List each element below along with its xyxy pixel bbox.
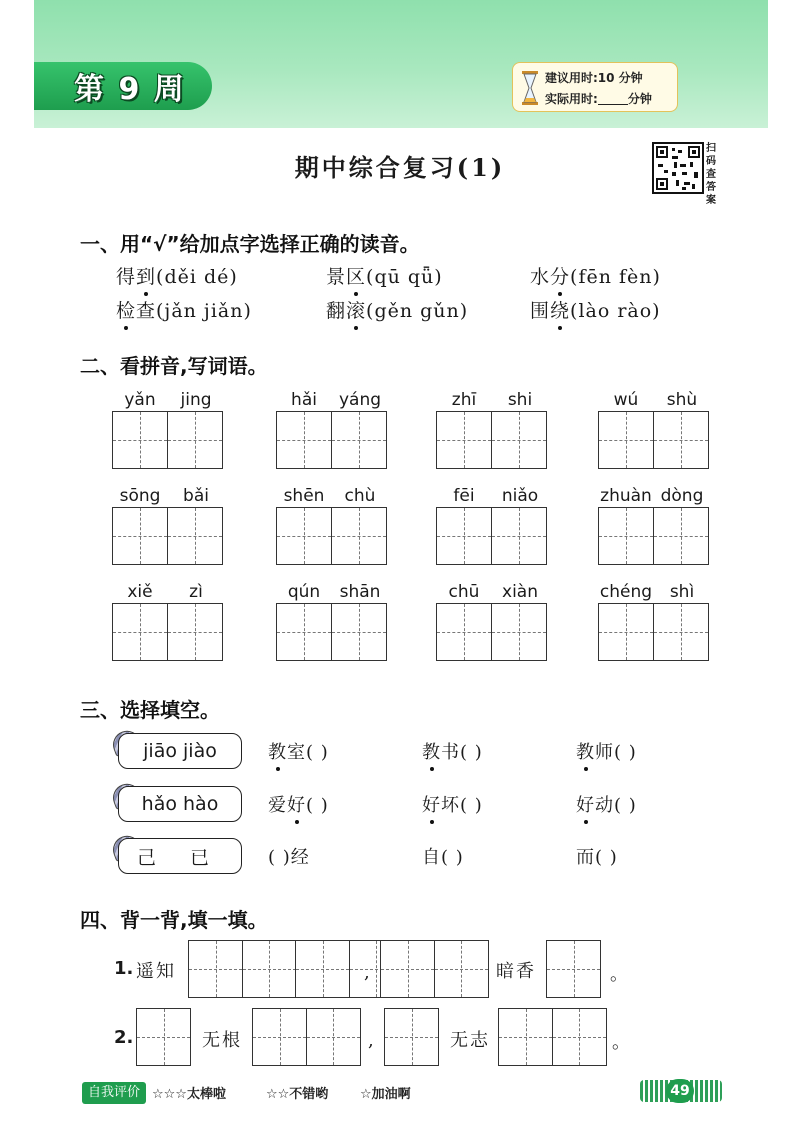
pinyin-choice-item: 围绕(lào rào)	[530, 296, 661, 323]
suggested-time: 建议用时:10 分钟	[545, 71, 643, 85]
grid-cell[interactable]	[653, 411, 709, 469]
pinyin-syllable: shān	[339, 582, 381, 602]
grid-cell[interactable]	[491, 507, 547, 565]
pinyin-syllable: shi	[507, 390, 533, 410]
grid-cell[interactable]	[653, 507, 709, 565]
writing-grid[interactable]	[276, 507, 387, 565]
fill-blank-item[interactable]: ( )经	[268, 847, 310, 868]
page-title: 期中综合复习(1)	[294, 153, 506, 182]
grid-cell[interactable]	[112, 411, 168, 469]
fill-blank-item[interactable]: 而( )	[576, 847, 618, 868]
actual-time: 实际用时: 分钟	[545, 92, 652, 106]
grid-cell[interactable]	[598, 507, 654, 565]
grid-cell[interactable]	[598, 603, 654, 661]
punctuation-comma: ,	[368, 1030, 376, 1051]
pinyin-syllable: yǎn	[124, 390, 156, 410]
pinyin-syllable: shì	[669, 582, 695, 602]
pinyin-option-label: hǎo hào	[118, 786, 242, 822]
pinyin-syllable: shù	[666, 390, 698, 410]
rating-option-great[interactable]: ☆☆☆太棒啦	[152, 1087, 226, 1102]
pinyin-syllable: shēn	[283, 486, 325, 506]
pinyin-choice-item: 翻滚(gěn gǔn)	[326, 296, 468, 323]
grid-cell[interactable]	[112, 507, 168, 565]
pinyin-syllable: sōng	[119, 486, 161, 506]
writing-grid[interactable]	[598, 603, 709, 661]
fill-blank-item[interactable]: 好动( )	[576, 791, 637, 817]
pinyin-syllable: niǎo	[501, 486, 539, 506]
pinyin-syllable: zhī	[451, 390, 477, 410]
poem-text: 暗香	[496, 961, 536, 982]
section4-title: 四、背一背,填一填。	[80, 908, 268, 932]
writing-grid[interactable]	[112, 507, 223, 565]
fill-blank-item[interactable]: 教书( )	[422, 738, 483, 764]
grid-cell[interactable]	[276, 603, 332, 661]
grid-cell[interactable]	[167, 603, 223, 661]
pinyin-syllable: chù	[344, 486, 376, 506]
pinyin-syllable: bǎi	[183, 486, 209, 506]
self-evaluation-tag: 自我评价	[82, 1082, 146, 1104]
section1-title: 一、用“√”给加点字选择正确的读音。	[80, 232, 420, 256]
item-number: 2.	[114, 1027, 134, 1048]
pinyin-choice-item: 水分(fēn fèn)	[530, 262, 661, 289]
grid-cell[interactable]	[653, 603, 709, 661]
pinyin-syllable: zì	[189, 582, 203, 602]
poem-text: 遥知	[136, 961, 176, 982]
grid-cell[interactable]	[491, 603, 547, 661]
pinyin-syllable: hǎi	[291, 390, 317, 410]
punctuation-comma: ,	[364, 962, 372, 983]
grid-cell[interactable]	[276, 411, 332, 469]
pinyin-choice-item: 检查(jǎn jiǎn)	[116, 296, 252, 323]
fill-blank-item[interactable]: 教师( )	[576, 738, 637, 764]
pinyin-syllable: chū	[448, 582, 480, 602]
week-tab	[34, 62, 212, 110]
pinyin-syllable: xiàn	[502, 582, 538, 602]
grid-cell[interactable]	[598, 411, 654, 469]
writing-grid[interactable]	[276, 603, 387, 661]
writing-grid[interactable]	[436, 603, 547, 661]
qr-code-icon	[652, 142, 704, 194]
grid-cell[interactable]	[167, 507, 223, 565]
grid-cell[interactable]	[167, 411, 223, 469]
punctuation-period: 。	[612, 1032, 632, 1053]
grid-cell[interactable]	[331, 507, 387, 565]
character-option-label: 己 已	[118, 838, 242, 874]
grid-cell[interactable]	[436, 507, 492, 565]
grid-cell[interactable]	[436, 603, 492, 661]
rating-option-good[interactable]: ☆☆不错哟	[266, 1087, 329, 1102]
section3-title: 三、选择填空。	[80, 698, 220, 722]
writing-grid[interactable]	[546, 940, 601, 998]
grid-cell[interactable]	[491, 411, 547, 469]
pinyin-syllable: fēi	[453, 486, 475, 506]
writing-grid[interactable]	[598, 411, 709, 469]
fill-blank-item[interactable]: 爱好( )	[268, 791, 329, 817]
pinyin-syllable: qún	[287, 582, 321, 602]
writing-grid[interactable]	[112, 603, 223, 661]
rating-option-keep-trying[interactable]: ☆加油啊	[360, 1087, 411, 1102]
pinyin-syllable: jing	[180, 390, 212, 410]
writing-grid[interactable]	[136, 1008, 191, 1066]
grid-cell[interactable]	[276, 507, 332, 565]
fill-blank-item[interactable]: 自( )	[422, 847, 464, 868]
poem-text: 无志	[450, 1030, 490, 1051]
qr-caption: 扫码查答案	[706, 143, 716, 206]
writing-grid[interactable]	[436, 411, 547, 469]
writing-grid[interactable]	[252, 1008, 361, 1066]
section2-title: 二、看拼音,写词语。	[80, 354, 268, 378]
pinyin-syllable: wú	[613, 390, 639, 410]
writing-grid[interactable]	[380, 940, 489, 998]
grid-cell[interactable]	[436, 411, 492, 469]
grid-cell[interactable]	[112, 603, 168, 661]
writing-grid[interactable]	[276, 411, 387, 469]
grid-cell[interactable]	[331, 603, 387, 661]
writing-grid[interactable]	[598, 507, 709, 565]
hourglass-icon	[521, 71, 539, 105]
writing-grid[interactable]	[498, 1008, 607, 1066]
time-blank[interactable]	[598, 93, 628, 105]
poem-text: 无根	[202, 1030, 242, 1051]
grid-cell[interactable]	[331, 411, 387, 469]
item-number: 1.	[114, 958, 134, 979]
pinyin-syllable: yáng	[338, 390, 382, 410]
punctuation-period: 。	[610, 964, 630, 985]
fill-blank-item[interactable]: 好坏( )	[422, 791, 483, 817]
pinyin-syllable: xiě	[127, 582, 153, 602]
pinyin-syllable: chéng	[599, 582, 653, 602]
page-number: 49	[666, 1079, 694, 1103]
pinyin-option-label: jiāo jiào	[118, 733, 242, 769]
pinyin-syllable: zhuàn	[600, 486, 652, 506]
writing-grid[interactable]	[436, 507, 547, 565]
pinyin-choice-item: 得到(děi dé)	[116, 262, 238, 289]
fill-blank-item[interactable]: 教室( )	[268, 738, 329, 764]
pinyin-syllable: dòng	[660, 486, 704, 506]
pinyin-choice-item: 景区(qū qǖ)	[326, 262, 443, 289]
week-label: 第 9 周	[74, 72, 186, 107]
writing-grid[interactable]	[112, 411, 223, 469]
time-box	[512, 62, 678, 112]
writing-grid[interactable]	[384, 1008, 439, 1066]
